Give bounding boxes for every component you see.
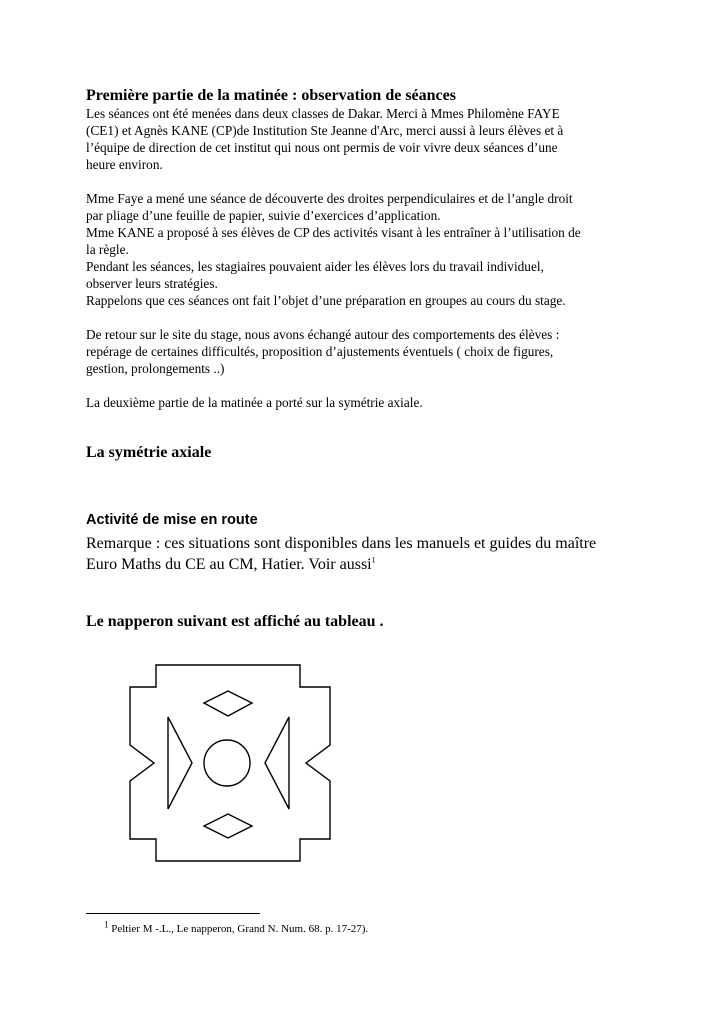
section1 <box>86 86 646 411</box>
bottom-diamond <box>204 814 252 838</box>
napperon-title: Le napperon suivant est affiché au tableau . <box>86 613 384 630</box>
footnote-text: Peltier M -.L., Le napperon, Grand N. Num. 68. p. 17-27). <box>111 923 369 935</box>
remark <box>86 533 656 575</box>
footnote-number: 1 <box>104 919 109 930</box>
para3-line: repérage de certaines difficultés, proposition d’ajustements éventuels ( choix de figures, <box>86 344 554 359</box>
remark-line1: Remarque : ces situations sont disponibles dans les manuels et guides du maître <box>86 535 597 552</box>
para2-line: par pliage d’une feuille de papier, suivie d’exercices d’application. <box>86 208 441 223</box>
para2-line: Mme Faye a mené une séance de découverte des droites perpendiculaires et de l’angle droit <box>86 191 573 206</box>
para2-line: observer leurs stratégies. <box>86 276 218 291</box>
footnote-divider <box>86 913 260 914</box>
para1-line: l’équipe de direction de cet institut qui nous ont permis de voir vivre deux séances d’une <box>86 140 558 155</box>
remark-line2: Euro Maths du CE au CM, Hatier. Voir aussi <box>86 556 372 573</box>
para3-line: gestion, prolongements ..) <box>86 361 225 376</box>
left-triangle <box>168 717 192 809</box>
para1-line: Les séances ont été menées dans deux classes de Dakar. Merci à Mmes Philomène FAYE <box>86 106 560 121</box>
napperon-figure <box>128 661 336 865</box>
footnote-ref: 1 <box>371 555 376 565</box>
activity-title: Activité de mise en route <box>86 512 258 528</box>
right-triangle <box>265 717 289 809</box>
para4: La deuxième partie de la matinée a porté sur la symétrie axiale. <box>86 395 423 410</box>
para1-line: (CE1) et Agnès KANE (CP)de Institution Ste Jeanne d'Arc, merci aussi à leurs élèves et à <box>86 123 564 138</box>
para1-line: heure environ. <box>86 157 163 172</box>
section1-title: Première partie de la matinée : observation de séances <box>86 87 456 104</box>
para2-line: Pendant les séances, les stagiaires pouvaient aider les élèves lors du travail individuel, <box>86 259 544 274</box>
footnote <box>104 919 369 935</box>
para3-line: De retour sur le site du stage, nous avons échangé autour des comportements des élèves : <box>86 327 560 342</box>
top-diamond <box>204 691 252 716</box>
para2-line: Rappelons que ces séances ont fait l’objet d’une préparation en groupes au cours du stage. <box>86 293 566 308</box>
symmetry-title: La symétrie axiale <box>86 444 212 461</box>
para2-line: la règle. <box>86 242 129 257</box>
para2-line: Mme KANE a proposé à ses élèves de CP des activités visant à les entraîner à l’utilisation de <box>86 225 581 240</box>
napperon-outline <box>130 665 330 861</box>
center-circle <box>204 740 250 786</box>
